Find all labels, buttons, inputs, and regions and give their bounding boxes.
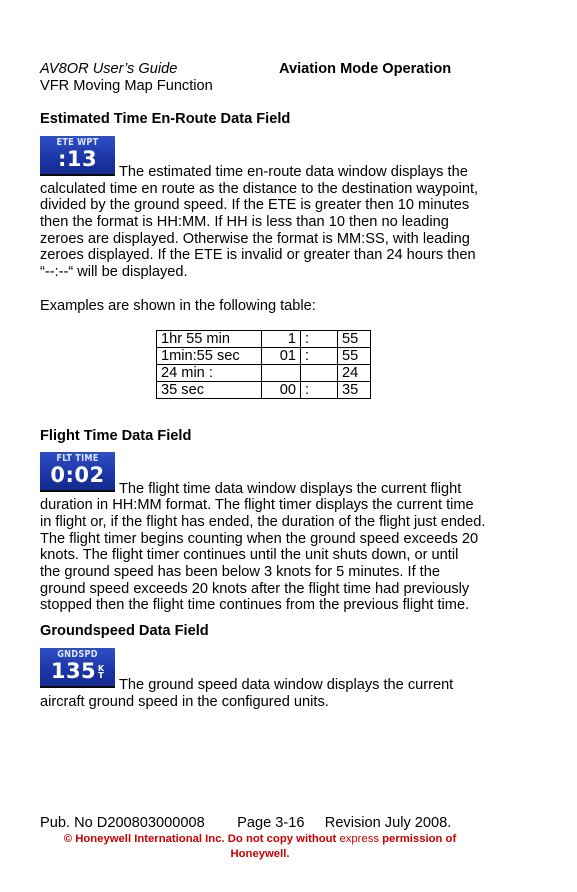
groundspeed-icon: [40, 648, 115, 688]
table-cell: :: [301, 348, 338, 365]
flight-time-paragraph-line: duration in HH:MM format. The flight timer displays the current time: [40, 497, 474, 513]
groundspeed-section-title: Groundspeed Data Field: [40, 623, 209, 639]
copyright-text-express: express: [339, 833, 380, 845]
ete-paragraph-line: The estimated time en-route data window displays the: [119, 164, 468, 180]
ete-wpt-icon: [40, 136, 115, 176]
table-cell: 1min:55 sec: [157, 348, 262, 365]
ete-paragraph-line: divided by the ground speed. If the ETE is greater then 10 minutes: [40, 197, 470, 213]
ete-paragraph-line: “--:--“ will be displayed.: [40, 264, 188, 280]
flight-time-section-title: Flight Time Data Field: [40, 428, 192, 444]
flight-time-icon-value: 0:02: [50, 463, 105, 487]
ete-paragraph-line: zeroes displayed. If the ETE is invalid or greater than 24 hours then: [40, 247, 476, 263]
ete-paragraph-line: then the format is HH:MM. If HH is less than 10 then no leading: [40, 214, 449, 230]
table-cell: 24: [338, 365, 371, 382]
table-row: [157, 382, 371, 399]
table-cell: :: [301, 331, 338, 348]
table-cell: 00: [262, 382, 301, 399]
knots-unit-icon: KT: [97, 664, 105, 680]
table-cell: 55: [338, 331, 371, 348]
ete-paragraph-line: calculated time en route as the distance to the destination waypoint,: [40, 181, 479, 197]
ete-icon-label: ETE WPT: [56, 137, 99, 148]
groundspeed-paragraph-line: aircraft ground speed in the configured units.: [40, 694, 329, 710]
flight-time-paragraph-line: The flight time data window displays the current flight: [119, 481, 462, 497]
table-cell: [262, 365, 301, 382]
table-row: [157, 331, 371, 348]
table-cell: 1hr 55 min: [157, 331, 262, 348]
guide-title: AV8OR User’s Guide: [40, 61, 178, 77]
copyright-text: © Honeywell International Inc. Do not copy without: [63, 833, 340, 845]
table-cell: 24 min :: [157, 365, 262, 382]
examples-intro: Examples are shown in the following table:: [40, 298, 316, 314]
groundspeed-icon-value: [32, 659, 115, 683]
ete-paragraph-line: zeroes are displayed. Otherwise the format is MM:SS, with leading: [40, 231, 470, 247]
table-cell: [301, 365, 338, 382]
table-cell: 55: [338, 348, 371, 365]
table-cell: 35 sec: [157, 382, 262, 399]
table-row: [157, 348, 371, 365]
ete-section-title: Estimated Time En-Route Data Field: [40, 111, 291, 127]
flight-time-paragraph-line: knots. The flight timer continues until the unit shuts down, or until: [40, 547, 459, 563]
flight-time-paragraph-line: in flight or, if the flight has ended, the duration of the flight just ended.: [40, 514, 486, 530]
table-cell: :: [301, 382, 338, 399]
table-cell: 1: [262, 331, 301, 348]
flight-time-paragraph-line: the ground speed has been below 3 knots for 5 minutes. If the: [40, 564, 440, 580]
groundspeed-value-number: 135: [50, 659, 97, 683]
flight-time-icon: [40, 452, 115, 492]
table-cell: 01: [262, 348, 301, 365]
copyright-text: permission of: [379, 833, 457, 845]
flight-time-paragraph-line: The flight timer begins counting when the ground speed exceeds 20: [40, 531, 479, 547]
groundspeed-icon-label: GNDSPD: [57, 649, 98, 660]
ete-examples-table: [156, 330, 371, 399]
flight-time-icon-label: FLT TIME: [56, 453, 99, 464]
copyright-notice: [0, 832, 520, 861]
section-subtitle: VFR Moving Map Function: [40, 78, 213, 94]
groundspeed-paragraph-line: The ground speed data window displays the current: [119, 677, 454, 693]
flight-time-paragraph-line: stopped then the flight time continues from the previous flight time.: [40, 597, 470, 613]
publication-footer: Pub. No D200803000008 Page 3-16 Revision July 2008.: [40, 815, 452, 831]
flight-time-paragraph-line: ground speed exceeds 20 knots after the flight time had previously: [40, 581, 470, 597]
chapter-title: Aviation Mode Operation: [279, 61, 452, 77]
copyright-company: Honeywell.: [230, 847, 290, 860]
ete-icon-value: :13: [57, 147, 98, 171]
table-cell: 35: [338, 382, 371, 399]
table-row: [157, 365, 371, 382]
